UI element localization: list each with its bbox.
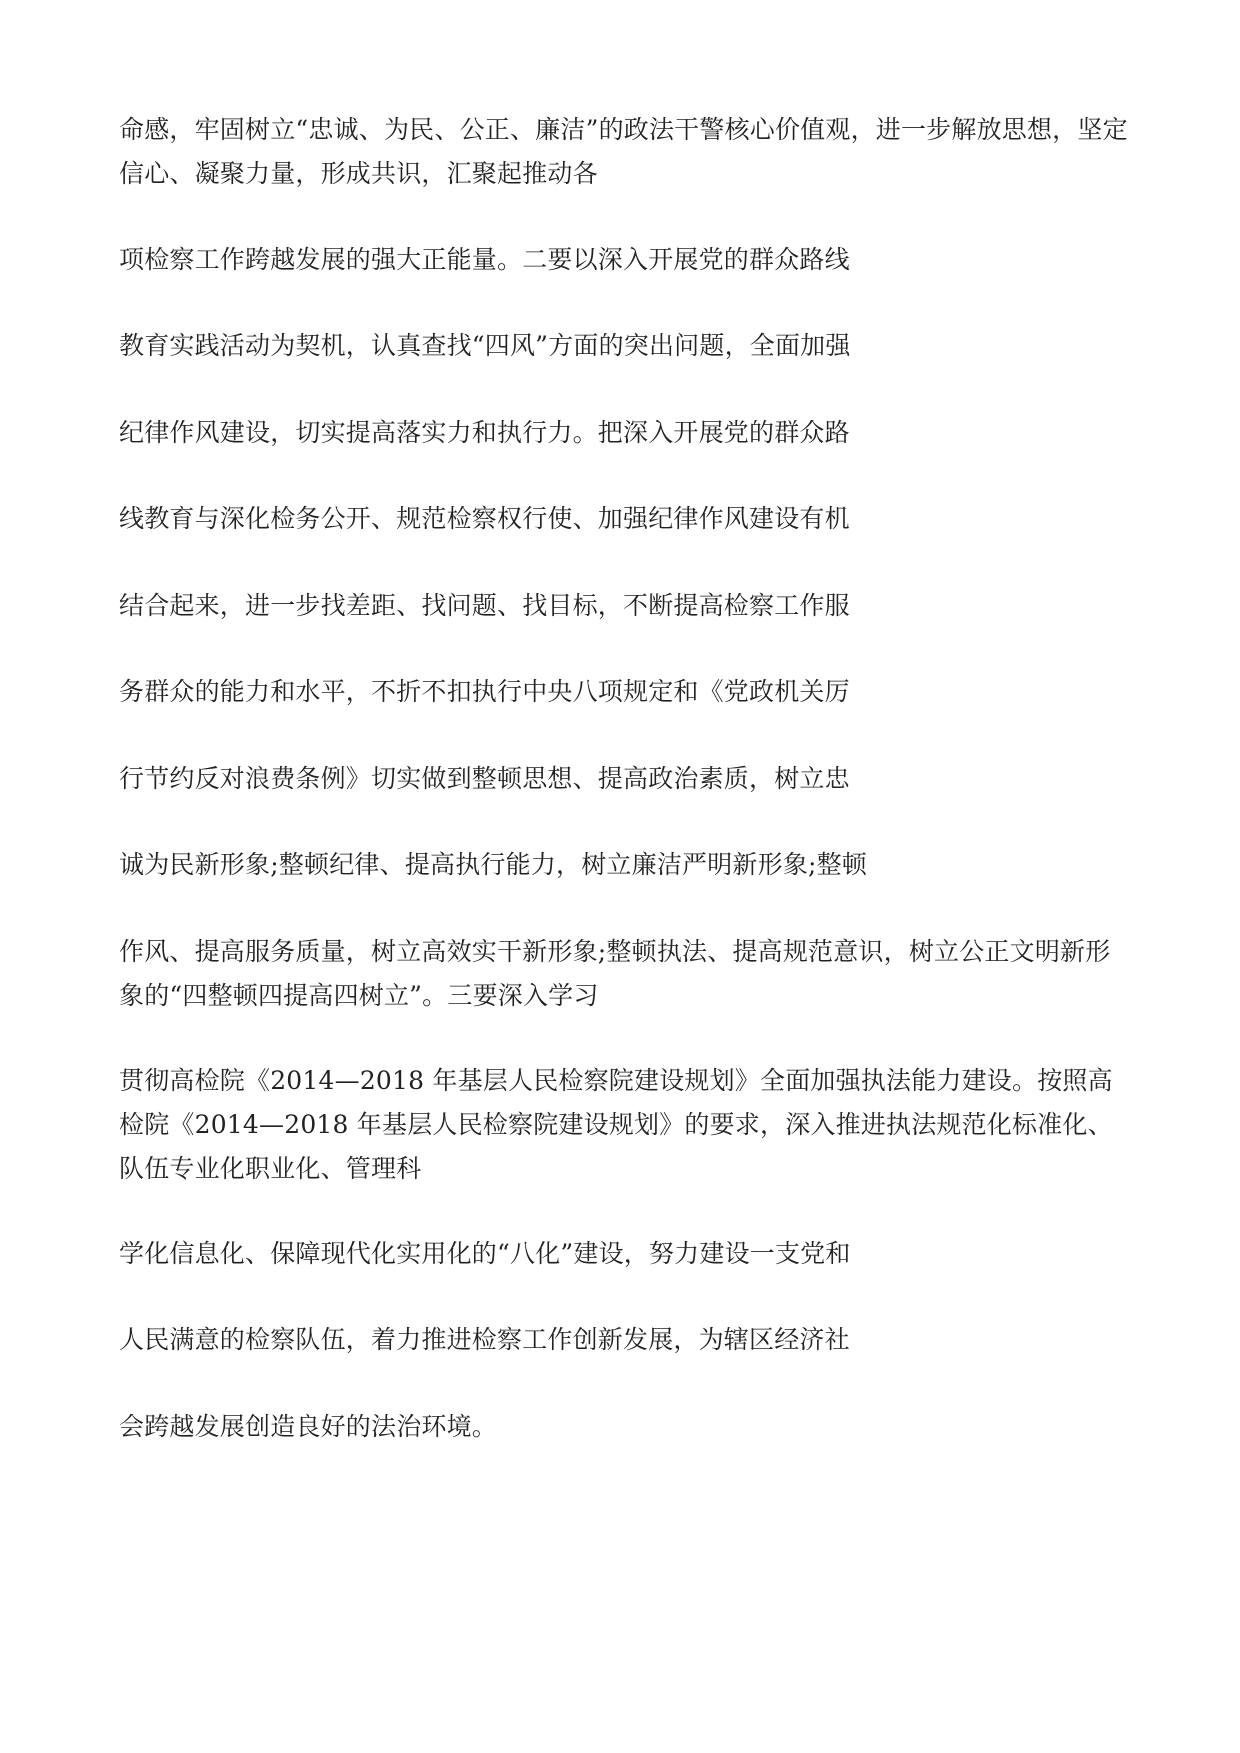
- paragraph-13: 人民满意的检察队伍，着力推进检察工作创新发展，为辖区经济社: [119, 1325, 850, 1354]
- paragraph-11: 贯彻高检院《2014—2018 年基层人民检察院建设规划》全面加强执法能力建设。按照高检院《2014—2018 年基层人民检察院建设规划》的要求，深入推进执法规范化标准化、队伍专业化职业化、管理科: [119, 1066, 1113, 1183]
- paragraph-14: 会跨越发展创造良好的法治环境。: [119, 1412, 498, 1441]
- paragraph-9: 诚为民新形象;整顿纪律、提高执行能力，树立廉洁严明新形象;整顿: [119, 850, 868, 879]
- paragraph-10: 作风、提高服务质量，树立高效实干新形象;整顿执法、提高规范意识，树立公正文明新形象的“四整顿四提高四树立”。三要深入学习: [119, 937, 1111, 1010]
- paragraph-7: 务群众的能力和水平，不折不扣执行中央八项规定和《党政机关厉: [119, 677, 850, 706]
- paragraph-3: 教育实践活动为契机，认真查找“四风”方面的突出问题，全面加强: [119, 331, 851, 360]
- paragraph-8: 行节约反对浪费条例》切实做到整顿思想、提高政治素质，树立忠: [119, 764, 850, 793]
- paragraph-2: 项检察工作跨越发展的强大正能量。二要以深入开展党的群众路线: [119, 245, 850, 274]
- paragraph-4: 纪律作风建设，切实提高落实力和执行力。把深入开展党的群众路: [119, 418, 850, 447]
- paragraph-5: 线教育与深化检务公开、规范检察权行使、加强纪律作风建设有机: [119, 504, 850, 533]
- paragraph-1: 命感，牢固树立“忠诚、为民、公正、廉洁”的政法干警核心价值观，进一步解放思想，坚定信心、凝聚力量，形成共识，汇聚起推动各: [119, 115, 1128, 188]
- paragraph-6: 结合起来，进一步找差距、找问题、找目标，不断提高检察工作服: [119, 591, 850, 620]
- paragraph-12: 学化信息化、保障现代化实用化的“八化”建设，努力建设一支党和: [119, 1239, 851, 1268]
